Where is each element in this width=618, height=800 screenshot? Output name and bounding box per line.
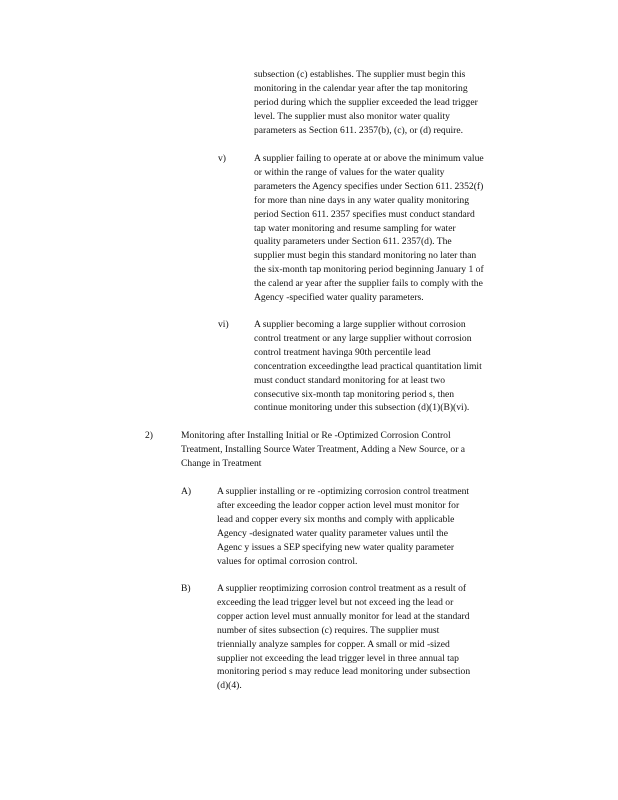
item-label-v: v) xyxy=(218,153,226,164)
text-line: concentration exceedingthe lead practical quantitation limit xyxy=(254,360,482,372)
text-line: (d)(4). xyxy=(217,680,242,692)
text-line: supplier must begin this standard monitoring no later than xyxy=(254,250,477,262)
item-label-B: B) xyxy=(181,583,191,594)
text-line: A supplier failing to operate at or above the minimum value xyxy=(254,153,484,164)
paragraph-intro xyxy=(254,68,536,138)
text-line: period Section 611. 2357 specifies must conduct standard xyxy=(254,208,475,220)
text-line: parameters as Section 611. 2357(b), (c), or (d) require. xyxy=(254,124,464,136)
text-line: Agenc y issues a SEP specifying new water quality parameter xyxy=(217,541,455,553)
text-line: Agency -specified water quality parameters. xyxy=(254,292,424,304)
text-line: supplier not exceeding the lead trigger level in three annual tap xyxy=(217,652,459,664)
paragraph-A xyxy=(217,485,527,568)
paragraph-2-heading xyxy=(181,429,541,471)
item-label-A: A) xyxy=(181,486,192,497)
text-line: control treatment havinga 90th percentile lead xyxy=(254,346,431,358)
text-line: period during which the supplier exceeded the lead trigger xyxy=(254,96,478,108)
text-line: continue monitoring under this subsection (d)(1)(B)(vi). xyxy=(254,402,470,414)
text-line: subsection (c) establishes. The supplier must begin this xyxy=(254,69,466,80)
text-line: the calend ar year after the supplier fails to comply with the xyxy=(254,278,483,290)
text-line: A supplier reoptimizing corrosion control treatment as a result of xyxy=(217,583,467,594)
text-line: control treatment or any large supplier without corrosion xyxy=(254,332,472,344)
text-line: level. The supplier must also monitor water quality xyxy=(254,110,450,122)
text-line: must conduct standard monitoring for at least two xyxy=(254,374,446,386)
text-line: for more than nine days in any water quality monitoring xyxy=(254,194,470,206)
item-label-vi: vi) xyxy=(218,319,229,330)
text-line: number of sites subsection (c) requires. The supplier must xyxy=(217,624,440,636)
text-line: or within the range of values for the water quality xyxy=(254,166,445,178)
text-line: monitoring in the calendar year after the tap monitoring xyxy=(254,82,468,94)
paragraph-B xyxy=(217,582,531,693)
text-line: monitoring period s may reduce lead monitoring under subsection xyxy=(217,666,471,678)
text-line: Treatment, Installing Source Water Treatment, Adding a New Source, or a xyxy=(181,443,466,455)
item-label-2: 2) xyxy=(145,430,153,441)
text-line: A supplier becoming a large supplier without corrosion xyxy=(254,319,466,330)
paragraph-v xyxy=(254,152,540,305)
text-line: copper action level must annually monitor for lead at the standard xyxy=(217,610,470,622)
text-line: the six-month tap monitoring period beginning January 1 of xyxy=(254,264,484,276)
paragraph-vi xyxy=(254,318,538,415)
text-line: tap water monitoring and resume sampling for water xyxy=(254,222,456,234)
text-line: consecutive six-month tap monitoring period s, then xyxy=(254,388,455,400)
text-line: Change in Treatment xyxy=(181,457,262,469)
text-line: parameters the Agency specifies under Section 611. 2352(f) xyxy=(254,180,484,192)
text-line: Monitoring after Installing Initial or Re -Optimized Corrosion Control xyxy=(181,430,451,441)
text-line: quality parameters under Section 611. 2357(d). The xyxy=(254,236,452,248)
text-line: exceeding the lead trigger level but not exceed ing the lead or xyxy=(217,596,454,608)
text-line: lead and copper every six months and comply with applicable xyxy=(217,513,455,525)
text-line: triennially analyze samples for copper. A small or mid -sized xyxy=(217,638,450,650)
text-line: A supplier installing or re -optimizing corrosion control treatment xyxy=(217,486,470,497)
text-line: values for optimal corrosion control. xyxy=(217,555,358,567)
text-line: after exceeding the leador copper action level must monitor for xyxy=(217,499,460,511)
text-line: Agency -designated water quality parameter values until the xyxy=(217,527,448,539)
